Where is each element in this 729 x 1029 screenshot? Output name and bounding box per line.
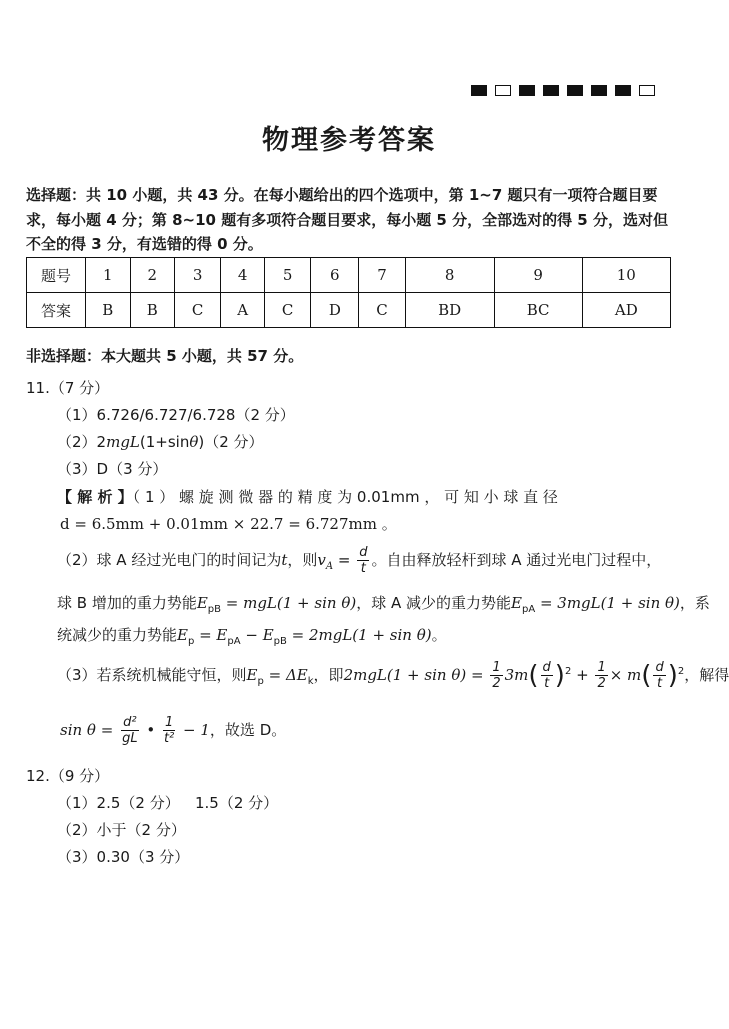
q12-part1b: 1.5（2 分） (195, 794, 279, 812)
answer-cell: C (359, 293, 405, 328)
math-expr: = ΔE (263, 666, 308, 684)
text: )（2 分） (198, 433, 264, 451)
text: ，球 A 减少的重力势能 (356, 594, 512, 612)
answer-cell: D (311, 293, 359, 328)
fraction-half (595, 660, 607, 691)
q12-heading: 12.（9 分） (26, 767, 110, 785)
q11-part2 (57, 431, 264, 452)
math-v: v (317, 551, 326, 569)
math-E: E (246, 666, 258, 684)
frac-den: 2 (597, 676, 606, 691)
text: (1+sin (139, 433, 190, 451)
math-t: t (281, 551, 288, 569)
q11-analysis-line2a (57, 545, 661, 576)
math-expr: − 1 (178, 721, 210, 739)
fraction-d-over-t (541, 660, 553, 691)
math-E: E (511, 594, 522, 612)
multiple-choice-instructions: 选择题：共 10 小题，共 43 分。在每小题给出的四个选项中，第 1~7 题只有一项符合题目要求，每小题 4 分；第 8~10 题有多项符合题目要求，每小题 5 分，全部选对的得 5 分，选对但不全的得 3 分，有选错的得 0 分。 (26, 186, 668, 253)
question-number: 2 (130, 258, 175, 293)
question-number: 7 (359, 258, 405, 293)
math-sub: pB (207, 604, 221, 615)
q12-part1a: （1）2.5（2 分） (57, 794, 180, 812)
frac-num: d (655, 660, 664, 675)
marker-square (639, 85, 655, 96)
text: ，故选 D。 (209, 721, 287, 739)
paren-left: ( (528, 660, 539, 691)
marker-square (543, 85, 559, 96)
frac-num: 1 (492, 660, 501, 675)
math-expr: = 3mgL(1 + sin θ) (535, 594, 680, 612)
q11-analysis-line2c (57, 624, 447, 647)
text: + (571, 666, 594, 684)
math-sub: p (187, 636, 195, 647)
text: ，系 (679, 594, 710, 612)
question-number: 10 (582, 258, 670, 293)
exponent: 2 (677, 666, 685, 677)
text: ，即 (313, 666, 344, 684)
math-expr: 2mgL(1 + sin θ) = (343, 666, 489, 684)
frac-num: d (542, 660, 551, 675)
frac-den: t² (163, 731, 175, 746)
question-number: 1 (86, 258, 131, 293)
frac-num: d (359, 545, 368, 560)
q11-analysis-line4 (60, 715, 286, 746)
math-E: E (196, 594, 208, 612)
frac-den: 2 (492, 676, 501, 691)
answer-cell: BC (494, 293, 582, 328)
text: 统减少的重力势能 (57, 626, 178, 644)
fraction-half (490, 660, 502, 691)
frac-den: t (360, 561, 366, 576)
answer-cell: B (86, 293, 131, 328)
q11-part3: （3）D（3 分） (57, 460, 168, 478)
q11-analysis-line1 (57, 486, 558, 507)
math-expr: − E (240, 626, 274, 644)
fraction-1-over-t2 (162, 715, 176, 746)
analysis-label: 【 解 析 】 (57, 488, 133, 506)
table-row (27, 258, 671, 293)
math-expr: = E (194, 626, 228, 644)
paren-left: ( (641, 660, 652, 691)
marker-square (495, 85, 511, 96)
fraction-d-over-t (357, 545, 369, 576)
math-sub: pB (273, 636, 287, 647)
q12-part3: （3）0.30（3 分） (57, 848, 190, 866)
marker-square (567, 85, 583, 96)
math-sub: p (257, 676, 264, 687)
answer-cell: BD (405, 293, 494, 328)
header-marker-squares (471, 85, 655, 96)
text: （ 1 ） 螺 旋 测 微 器 的 精 度 为 0.01mm ， 可 知 小 球 直 径 (132, 488, 558, 506)
frac-num: 1 (597, 660, 606, 675)
math-expr: = 2mgL(1 + sin θ) (286, 626, 432, 644)
question-number: 6 (311, 258, 359, 293)
frac-den: t (657, 676, 663, 691)
answer-table (26, 257, 671, 328)
answer-cell: C (265, 293, 311, 328)
question-number: 9 (494, 258, 582, 293)
math-sub: pA (227, 636, 241, 647)
marker-square (519, 85, 535, 96)
text: = (333, 551, 356, 569)
math-expr: 3m (504, 666, 529, 684)
paren-right: ) (667, 660, 678, 691)
marker-square (471, 85, 487, 96)
row-header-answer: 答案 (27, 293, 86, 328)
math-sub: k (307, 676, 314, 687)
text: 。自由释放轻杆到球 A 通过光电门过程中， (371, 551, 662, 569)
math-expr: mgL (106, 433, 140, 451)
text: （2）2 (57, 433, 107, 451)
text: 球 B 增加的重力势能 (57, 594, 197, 612)
answer-cell: C (175, 293, 221, 328)
text: 。 (431, 626, 447, 644)
non-choice-heading: 非选择题：本大题共 5 小题，共 57 分。 (26, 347, 304, 365)
page-title: 物理参考答案 (262, 125, 436, 156)
paren-right: ) (554, 660, 565, 691)
text: （2）球 A 经过光电门的时间记为 (57, 551, 282, 569)
frac-den: t (544, 676, 550, 691)
exponent: 2 (564, 666, 572, 677)
question-number: 5 (265, 258, 311, 293)
row-header-number: 题号 (27, 258, 86, 293)
math-theta: θ (189, 433, 199, 451)
frac-num: 1 (164, 715, 174, 730)
math-E: E (177, 626, 188, 644)
math-expr: sin θ = (60, 721, 119, 739)
frac-den: gL (122, 731, 138, 746)
marker-square (615, 85, 631, 96)
answer-cell: A (221, 293, 265, 328)
fraction-d-over-t (653, 660, 665, 691)
marker-square (591, 85, 607, 96)
answer-cell: B (130, 293, 175, 328)
text: ，解得 (684, 666, 729, 684)
frac-num: d² (123, 715, 137, 730)
text: • (141, 721, 160, 739)
text: ，则 (287, 551, 318, 569)
q11-part1: （1）6.726/6.727/6.728（2 分） (57, 406, 295, 424)
question-number: 4 (221, 258, 265, 293)
text: （3）若系统机械能守恒，则 (57, 666, 247, 684)
q11-analysis-line1b: d = 6.5mm + 0.01mm × 22.7 = 6.727mm 。 (60, 515, 397, 533)
answer-cell: AD (582, 293, 670, 328)
table-row (27, 293, 671, 328)
q11-heading: 11.（7 分） (26, 379, 110, 397)
math-sub: A (325, 561, 334, 572)
q11-analysis-line2b (57, 592, 710, 615)
question-number: 8 (405, 258, 494, 293)
math-expr: = mgL(1 + sin θ) (221, 594, 357, 612)
q11-analysis-line3 (57, 660, 729, 691)
q12-part2: （2）小于（2 分） (57, 821, 186, 839)
math-sub: pA (521, 604, 536, 615)
fraction-d2-over-gL (120, 715, 140, 746)
math-expr: × m (609, 666, 642, 684)
question-number: 3 (175, 258, 221, 293)
